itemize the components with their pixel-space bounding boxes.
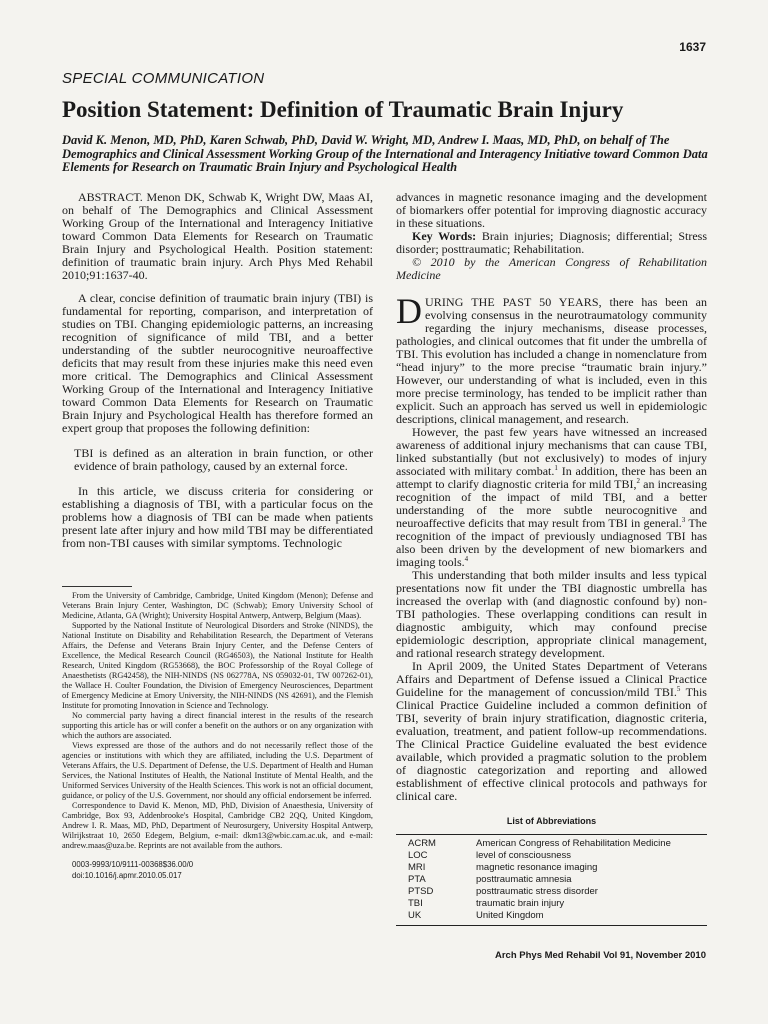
table-row	[396, 850, 707, 862]
journal-footer: Arch Phys Med Rehabil Vol 91, November 2010	[494, 950, 706, 961]
abbr-meaning: level of consciousness	[476, 850, 572, 861]
reference-4[interactable]: 4	[464, 555, 469, 563]
abbr-code: LOC	[408, 850, 428, 861]
footnote-affiliations: From the University of Cambridge, Cambridge, United Kingdom (Menon); Defense and Veterans Brain Injury Center, Washington, DC (Schwab); Emory University School of Medicine, Atlanta, GA (Wright); University Hospital Antwerp, Antwerp, Belgium (Maas).	[62, 591, 373, 620]
definition-text: TBI is defined as an alteration in brain function, or other evidence of brain pathology, caused by an external force.	[74, 446, 373, 473]
paragraph-lead: URING THE PAST 50 YEARS,	[425, 295, 602, 309]
page-number: 1637	[679, 40, 706, 54]
copyright: © 2010 by the American Congress of Rehabilitation Medicine	[396, 255, 707, 282]
footnote-disclaimer: Views expressed are those of the authors and do not necessarily reflect those of the agencies or institutions with which they are affiliated, including the U.S. Department of Veterans Affairs, the U.S. Department of Defense, the U.S. Department of Health and Human Services, the National Institutes of Health, the National Institute of Mental Health, and the Uniformed Services University of the Health Sciences. This work is not an official document, guidance, or policy of the U.S. Government, nor should any official endorsement be inferred.	[62, 741, 373, 800]
abbr-meaning: posttraumatic amnesia	[476, 874, 572, 885]
doi: doi:10.1016/j.apmr.2010.05.017	[72, 871, 182, 880]
right-column	[396, 191, 707, 926]
issn: 0003-9993/10/9111-00368$36.00/0	[72, 860, 194, 869]
abbreviations-table	[396, 834, 707, 926]
abbr-meaning: traumatic brain injury	[476, 898, 565, 909]
keywords	[396, 230, 707, 256]
abbreviations-box	[396, 815, 707, 926]
reference-3[interactable]: 3	[681, 516, 686, 524]
abbr-code: TBI	[408, 898, 423, 909]
article-identifiers	[62, 859, 373, 881]
footnotes	[62, 591, 373, 851]
abstract-body-2: In this article, we discuss criteria for considering or establishing a diagnosis of TBI, with a particular focus on the problems how a diagnosis of TBI can be made when patients present late after injury and how mild TBI may be differentiated from non-TBI causes with similar symptoms. Technologic	[62, 484, 373, 550]
table-row	[396, 910, 707, 926]
abbr-meaning: magnetic resonance imaging	[476, 862, 598, 873]
abbr-code: PTA	[408, 874, 426, 885]
abbr-code: UK	[408, 910, 422, 921]
table-row	[396, 874, 707, 886]
footnote-correspondence: Correspondence to David K. Menon, MD, PhD, Division of Anaesthesia, University of Cambridge, Box 93, Addenbrooke's Hospital, Cambridge CB2 2QQ, United Kingdom, Andrew I. R. Maas, MD, PhD, Department of Neurosurgery, University Hospital Antwerp, Wilrijkstraat 10, 2650 Edegem, Belgium, e-mail: dkm13@wbic.cam.ac.uk, and e-mail: andrew.maas@uza.be. Reprints are not available from the authors.	[62, 801, 373, 850]
abstract-body: A clear, concise definition of traumatic brain injury (TBI) is fundamental for reporting, comparison, and interpretation of studies on TBI. Changing epidemiologic patterns, an increasing recognition of significance of mild TBI, and a better understanding of the subtler neurocognitive neuroaffective deficits that may result from these injuries make this need even more critical. The Demographics and Clinical Assessment Working Group of the International and Interagency Initiative toward Common Data Elements for Research on Traumatic Brain Injury and Psychological Health has therefore formed an expert group that proposes the following definition:	[62, 291, 373, 435]
abstract-continued: advances in magnetic resonance imaging and the development of biomarkers offer potential for improving diagnostic accuracy in these situations.	[396, 190, 707, 230]
footnote-funding: Supported by the National Institute of Neurological Disorders and Stroke (NINDS), the National Institute on Disability and Rehabilitation Research, the Department of Veterans Affairs, the Defense and Veterans Brain Injury Center, and the Defense Centers of Excellence, the Medical Research Council (RG46503), the National Institute for Health Research, United Kingdom (RG53668), the BOC Professorship of the Royal College of Anaesthetists (RG42458), the NIH-NINDS (NS 062778A, NS 059032-01, TW 007262-01), the Wallace H. Coulter Foundation, the Division of Emergency Neurosciences, Department of Emergency Medicine at Emory University, the NIH-NINDS (NS 42691), and the Flemish Institute for promoting Innovation in Science and Technology.	[62, 621, 373, 710]
abbr-meaning: American Congress of Rehabilitation Medicine	[476, 838, 671, 849]
text-run: In addition, there has been an attempt to clarify diagnostic criteria for mild TBI,	[396, 464, 708, 491]
definition-box	[62, 447, 373, 473]
keywords-text: Brain injuries; Diagnosis; differential; Stress disorder; posttraumatic; Rehabilitation.	[396, 229, 707, 256]
abbreviations-title: List of Abbreviations	[506, 816, 597, 826]
text-run: In April 2009, the United States Department of Veterans Affairs and Department of Defense issued a Clinical Practice Guideline for the management of concussion/mild TBI.	[396, 659, 707, 699]
text-run: The recognition of the impact of previously undiagnosed TBI has also been driven by the development of new biomarkers and imaging tools.	[396, 516, 707, 569]
text-run: This Clinical Practice Guideline included a common definition of TBI, severity of brain injury stratification, diagnostic criteria, evaluation, treatment, and patient follow-up recommendations. The Clinical Practice Guideline evaluated the best evidence available, which provided a pragmatic solution to the problem of diagnostic categorization and reporting and allowed establishment of effective clinical protocols and pathways for clinical care.	[396, 685, 707, 803]
body-paragraph-4	[396, 660, 707, 803]
paragraph-text: there has been an evolving consensus in the neurotraumatology community regarding the injury mechanisms, disease processes, pathologies, and clinical outcomes that fit under the umbrella of TBI. This evolution has included a change in nomenclature from “head injury” to the more precise “traumatic brain injury.” However, our understanding of what is included, even in this more precise terminology, has tended to be implicit rather than explicit. Such an approach has served us well in epidemiologic descriptions, clinical management, and research.	[396, 295, 707, 426]
body-paragraph-2	[396, 426, 707, 569]
abbr-meaning: United Kingdom	[476, 910, 544, 921]
keywords-label: Key Words:	[412, 229, 477, 243]
body-paragraph-1	[396, 291, 707, 426]
body-paragraph-3: This understanding that both milder insults and less typical presentations now fit under the TBI diagnostic umbrella has increased the overlap with (and diagnostic confound by) non-TBI pathologies. These overlapping conditions can result in diagnostic ambiguity, which may confound precise epidemiologic description, appropriate clinical management, and rational research strategy development.	[396, 568, 707, 660]
abbr-meaning: posttraumatic stress disorder	[476, 886, 598, 897]
abbr-code: MRI	[408, 862, 426, 873]
footnote-conflict: No commercial party having a direct financial interest in the results of the research supporting this article has or will confer a benefit on the authors or on any organization with which the authors are associated.	[62, 711, 373, 740]
drop-cap: D	[396, 291, 422, 331]
text-run: However, the past few years have witnessed an increased awareness of additional injury mechanisms that can cause TBI, linked substantially (but not exclusively) to modes of injury associated with military combat.	[396, 425, 707, 478]
abstract-citation: ABSTRACT. Menon DK, Schwab K, Wright DW, Maas AI, on behalf of The Demographics and Clinical Assessment Working Group of the International and Interagency Initiative toward Common Data Elements for Research on Traumatic Brain Injury and Psychological Health. Position statement: definition of traumatic brain injury. Arch Phys Med Rehabil 2010;91:1637-40.	[62, 190, 373, 282]
reference-5[interactable]: 5	[676, 685, 681, 693]
reference-2[interactable]: 2	[636, 477, 640, 485]
left-column	[62, 191, 373, 881]
table-row	[396, 898, 707, 910]
table-row	[396, 886, 707, 898]
article-title: Position Statement: Definition of Traumatic Brain Injury	[62, 97, 624, 122]
reference-1[interactable]: 1	[554, 464, 558, 472]
abbr-code: ACRM	[408, 838, 436, 849]
footnote-divider	[62, 586, 132, 587]
author-list: David K. Menon, MD, PhD, Karen Schwab, PhD, David W. Wright, MD, Andrew I. Maas, MD, PhD, on behalf of The Demographics and Clinical Assessment Working Group of the International and Interagency Initiative toward Common Data Elements for Research on Traumatic Brain Injury and Psychological Health	[62, 133, 708, 174]
table-row	[396, 835, 707, 851]
table-row	[396, 862, 707, 874]
section-label: SPECIAL COMMUNICATION	[62, 70, 265, 87]
text-run: an increasing recognition of the impact of mild TBI, and a better understanding of the more subtle neurocognitive and neuroaffective deficits that may result from TBI in general.	[396, 477, 707, 530]
abbr-code: PTSD	[408, 886, 434, 897]
